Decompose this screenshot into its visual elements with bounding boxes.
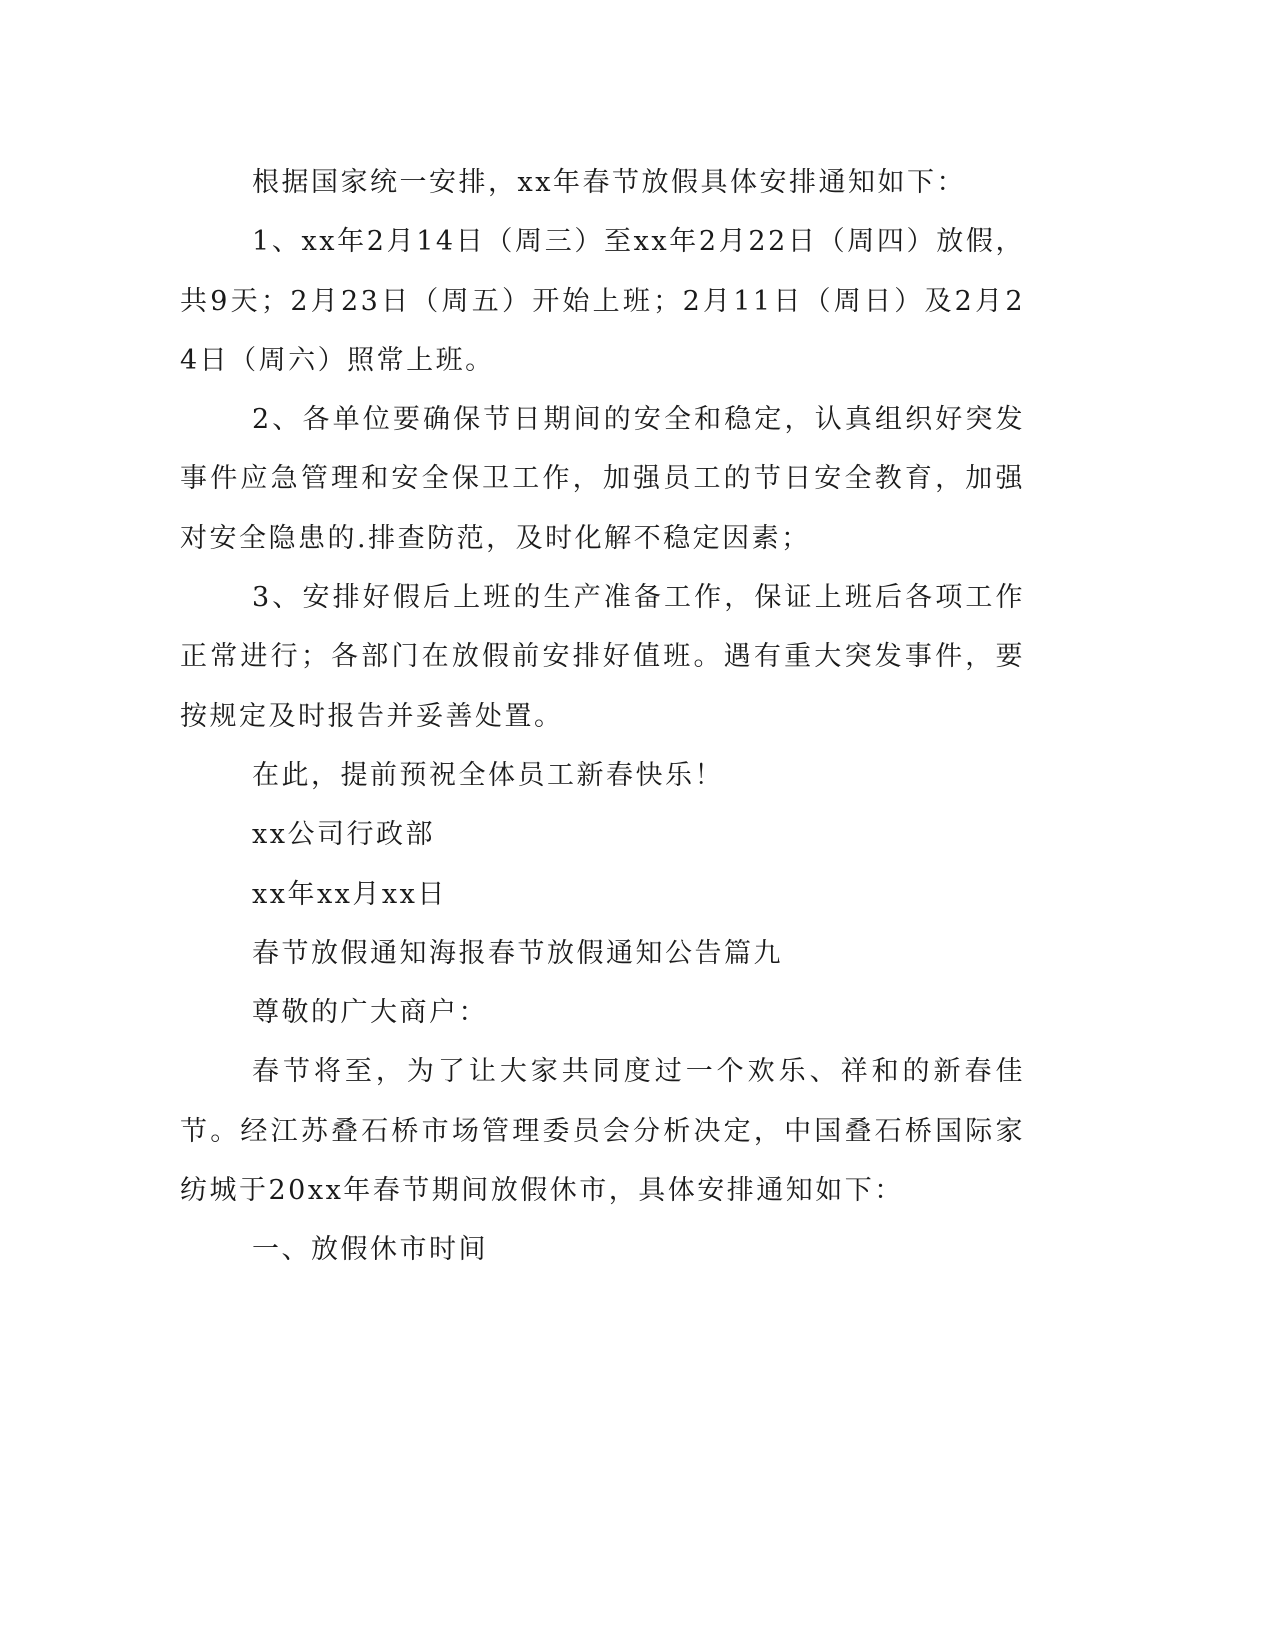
paragraph-greeting: 在此，提前预祝全体员工新春快乐！ [252, 759, 724, 791]
section-title: 春节放假通知海报春节放假通知公告篇九 [252, 937, 783, 969]
paragraph-item-2: 2、各单位要确保节日期间的安全和稳定，认真组织好突发事件应急管理和安全保卫工作，加强员工的节日安全教育，加强对安全隐患的.排查防范，及时化解不稳定因素； [180, 404, 1025, 554]
salutation: 尊敬的广大商户： [252, 997, 488, 1029]
paragraph-item-3: 3、安排好假后上班的生产准备工作，保证上班后各项工作正常进行；各部门在放假前安排好值班。遇有重大突发事件，要按规定及时报告并妥善处置。 [180, 582, 1025, 732]
signature-date: xx年xx月xx日 [252, 878, 447, 910]
paragraph-intro: 根据国家统一安排，xx年春节放假具体安排通知如下： [252, 167, 966, 198]
paragraph-item-1: 1、xx年2月14日（周三）至xx年2月22日（周四）放假，共9天；2月23日（周五）开始上班；2月11日（周日）及2月24日（周六）照常上班。 [180, 226, 1025, 376]
signature-department: xx公司行政部 [252, 819, 435, 851]
paragraph-announcement: 春节将至，为了让大家共同度过一个欢乐、祥和的新春佳节。经江苏叠石桥市场管理委员会分析决定，中国叠石桥国际家纺城于20xx年春节期间放假休市，具体安排通知如下： [180, 1056, 1025, 1207]
subheading-holiday-time: 一、放假休市时间 [252, 1234, 488, 1266]
document-body [180, 153, 1025, 1280]
